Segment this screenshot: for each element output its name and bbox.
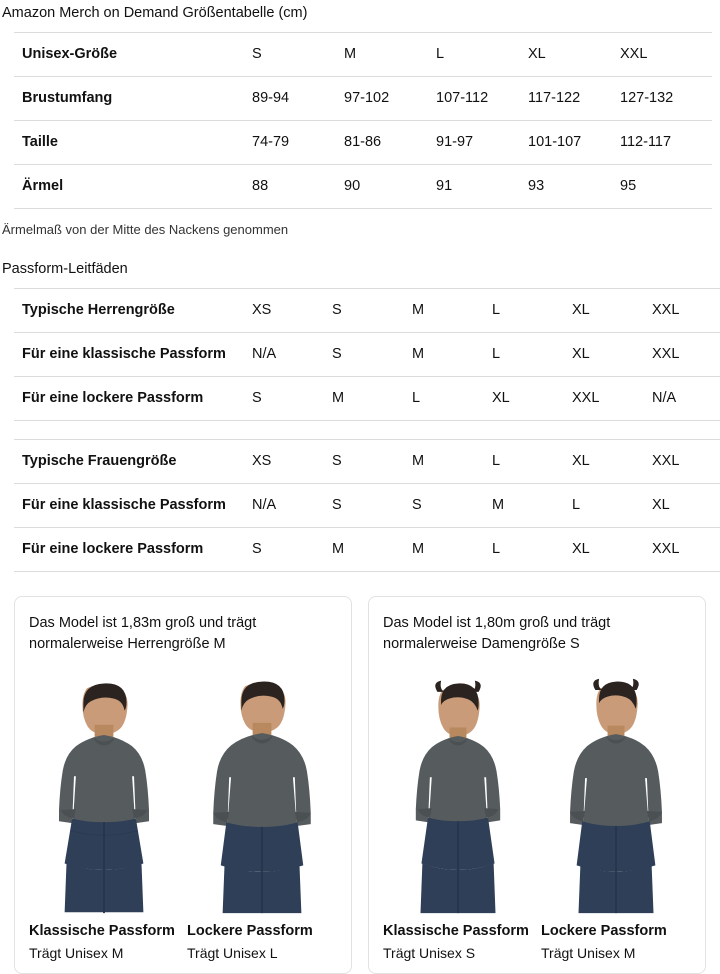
model-card-title: Das Model ist 1,80m groß und trägt normalerweise Damengröße S (383, 615, 611, 652)
female-classic-fit-photo (383, 665, 533, 915)
table-cell: S (332, 289, 412, 333)
fit-wears: Trägt Unisex L (187, 945, 278, 961)
table-cell: 97-102 (344, 77, 436, 121)
table-cell: 90 (344, 165, 436, 209)
figure-relaxed-fit-female (541, 665, 691, 963)
table-row (14, 121, 712, 165)
row-label: Für eine lockere Passform (14, 528, 252, 572)
table-row (14, 289, 720, 333)
table-cell: M (492, 484, 572, 528)
table-row (14, 33, 712, 77)
table-cell: 101-107 (528, 121, 620, 165)
figure-classic-fit-male (29, 665, 179, 963)
table-header-cell: L (436, 33, 528, 77)
table-cell: L (492, 333, 572, 377)
row-label: Für eine lockere Passform (14, 377, 252, 421)
table-row (14, 528, 720, 572)
table-header-cell: Unisex-Größe (14, 33, 252, 77)
row-label: Für eine klassische Passform (14, 484, 252, 528)
table-cell: M (412, 333, 492, 377)
table-cell: S (412, 484, 492, 528)
fit-wears: Trägt Unisex M (541, 945, 636, 961)
table-cell: N/A (252, 333, 332, 377)
fit-wears: Trägt Unisex S (383, 945, 476, 961)
table-cell: L (492, 440, 572, 484)
table-header-cell: S (252, 33, 344, 77)
table-cell: XXL (572, 377, 652, 421)
model-card-womens (368, 596, 706, 974)
model-card-title: Das Model ist 1,83m groß und trägt normalerweise Herrengröße M (29, 615, 257, 652)
row-label: Typische Herrengröße (14, 289, 252, 333)
fit-name: Lockere Passform (187, 923, 313, 939)
table-header-cell: XXL (620, 33, 712, 77)
mens-fit-table (14, 288, 720, 421)
table-spacer (0, 421, 720, 439)
table-cell: N/A (652, 377, 720, 421)
table-cell: M (412, 289, 492, 333)
table-row (14, 440, 720, 484)
row-label: Taille (14, 121, 252, 165)
table-cell: L (572, 484, 652, 528)
male-relaxed-fit-photo (187, 665, 337, 915)
table-cell: M (332, 528, 412, 572)
table-cell: S (332, 333, 412, 377)
table-cell: XL (572, 440, 652, 484)
table-row (14, 165, 712, 209)
table-cell: M (412, 528, 492, 572)
table-cell: L (412, 377, 492, 421)
table-cell: L (492, 528, 572, 572)
table-row (14, 377, 720, 421)
fit-name: Lockere Passform (541, 923, 667, 939)
table-cell: XL (652, 484, 720, 528)
womens-fit-table (14, 439, 720, 572)
table-cell: M (412, 440, 492, 484)
table-cell: 95 (620, 165, 712, 209)
table-row (14, 77, 712, 121)
table-cell: 107-112 (436, 77, 528, 121)
table-cell: XXL (652, 528, 720, 572)
table-cell: 81-86 (344, 121, 436, 165)
fit-name: Klassische Passform (383, 923, 529, 939)
figure-relaxed-fit-male (187, 665, 337, 963)
table-header-cell: M (344, 33, 436, 77)
table-cell: 89-94 (252, 77, 344, 121)
table-cell: XL (572, 289, 652, 333)
fit-guides-label: Passform-Leitfäden (2, 261, 128, 277)
table-cell: L (492, 289, 572, 333)
unisex-size-table (14, 32, 712, 209)
row-label: Für eine klassische Passform (14, 333, 252, 377)
female-relaxed-fit-photo (541, 665, 691, 915)
row-label: Typische Frauengröße (14, 440, 252, 484)
table-cell: 112-117 (620, 121, 712, 165)
table-cell: 127-132 (620, 77, 712, 121)
sleeve-measurement-note: Ärmelmaß von der Mitte des Nackens genommen (2, 222, 289, 237)
fit-name: Klassische Passform (29, 923, 175, 939)
table-cell: XS (252, 289, 332, 333)
table-cell: S (252, 377, 332, 421)
table-header-cell: XL (528, 33, 620, 77)
table-cell: 117-122 (528, 77, 620, 121)
table-cell: 74-79 (252, 121, 344, 165)
male-model-illustration (29, 665, 179, 915)
table-row (14, 484, 720, 528)
page-title: Amazon Merch on Demand Größentabelle (cm) (2, 5, 308, 21)
table-cell: S (332, 440, 412, 484)
male-model-illustration (187, 665, 337, 915)
fit-wears: Trägt Unisex M (29, 945, 124, 961)
row-label: Brustumfang (14, 77, 252, 121)
table-cell: 88 (252, 165, 344, 209)
table-cell: 93 (528, 165, 620, 209)
table-cell: N/A (252, 484, 332, 528)
female-model-illustration (383, 665, 533, 915)
table-cell: M (332, 377, 412, 421)
male-classic-fit-photo (29, 665, 179, 915)
row-label: Ärmel (14, 165, 252, 209)
female-model-illustration (541, 665, 691, 915)
figure-row (383, 665, 691, 963)
table-cell: XL (492, 377, 572, 421)
table-row (14, 333, 720, 377)
table-cell: 91-97 (436, 121, 528, 165)
table-cell: S (252, 528, 332, 572)
table-cell: S (332, 484, 412, 528)
figure-row (29, 665, 337, 963)
model-cards (14, 596, 706, 974)
table-cell: XL (572, 333, 652, 377)
figure-classic-fit-female (383, 665, 533, 963)
table-cell: XXL (652, 440, 720, 484)
table-cell: 91 (436, 165, 528, 209)
table-cell: XL (572, 528, 652, 572)
table-cell: XXL (652, 333, 720, 377)
table-cell: XXL (652, 289, 720, 333)
table-cell: XS (252, 440, 332, 484)
model-card-mens (14, 596, 352, 974)
